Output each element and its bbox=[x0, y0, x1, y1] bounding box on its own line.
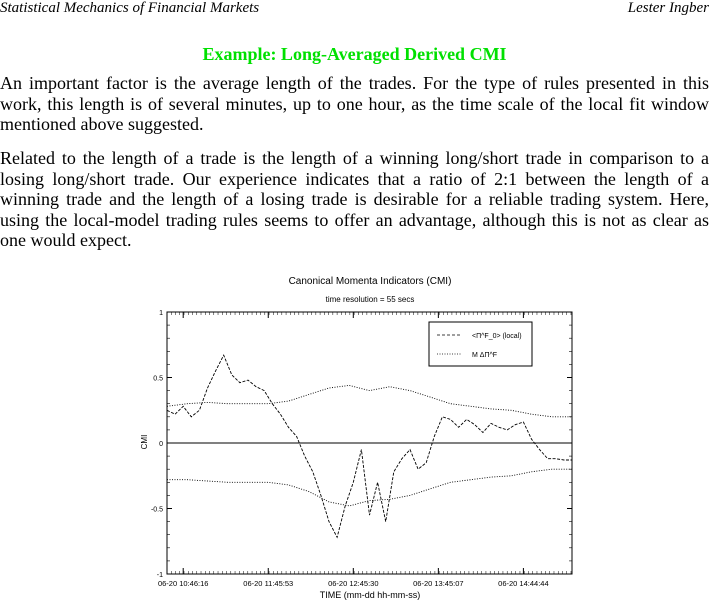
legend-entry-local: <Π^F_0> (local) bbox=[472, 333, 522, 340]
y-tick-label: -0.5 bbox=[150, 506, 163, 514]
y-tick-label: 0 bbox=[159, 441, 163, 448]
y-axis-label: CMI bbox=[140, 434, 149, 450]
chart-title: Canonical Momenta Indicators (CMI) bbox=[288, 276, 452, 287]
x-tick-label: 06-20 12:45:30 bbox=[328, 579, 379, 588]
series-layer bbox=[167, 355, 572, 537]
paragraph-trade-length: An important factor is the average length of the trades. For the type of rules presented in this work, this length is of several minutes, up to one hour, as the time scale of the local fit window mentioned above suggested. bbox=[0, 73, 709, 134]
legend-box bbox=[429, 322, 532, 366]
section-title: Example: Long-Averaged Derived CMI bbox=[202, 44, 507, 64]
x-tick-label: 06-20 10:46:16 bbox=[157, 579, 209, 588]
cmi-figure bbox=[0, 262, 709, 601]
series-line-1 bbox=[167, 385, 572, 416]
x-tick-label: 06-20 14:44:44 bbox=[498, 579, 549, 588]
x-tick-label: 06-20 11:45:53 bbox=[243, 579, 294, 588]
x-axis-label: TIME (mm-dd hh-mm-ss) bbox=[319, 590, 421, 600]
x-tick-label: 06-20 13:45:07 bbox=[413, 579, 464, 588]
y-tick-label: -1 bbox=[156, 572, 163, 579]
cmi-chart bbox=[0, 262, 709, 601]
running-header-author: Lester Ingber bbox=[627, 0, 709, 16]
chart-subtitle: time resolution = 55 secs bbox=[325, 295, 415, 304]
y-tick-label: 0.5 bbox=[153, 375, 163, 383]
legend bbox=[429, 322, 532, 366]
y-tick-label: 1 bbox=[159, 310, 163, 317]
series-line-2 bbox=[167, 469, 572, 506]
running-header-title: Statistical Mechanics of Financial Markets bbox=[0, 0, 260, 16]
series-line-0 bbox=[167, 355, 572, 537]
paragraph-win-loss-ratio: Related to the length of a trade is the length of a winning long/short trade in comparison to a losing long/short trade. Our experience indicates that a ratio of 2:1 between the length of a winning trade and the length of a losing trade is desirable for a reliable trading system. Here, using the local-model trading rules seems to offer an advantage, although this is not as clear as one would expect. bbox=[0, 148, 709, 250]
legend-entry-band: M ΔΠ^F bbox=[472, 352, 498, 359]
